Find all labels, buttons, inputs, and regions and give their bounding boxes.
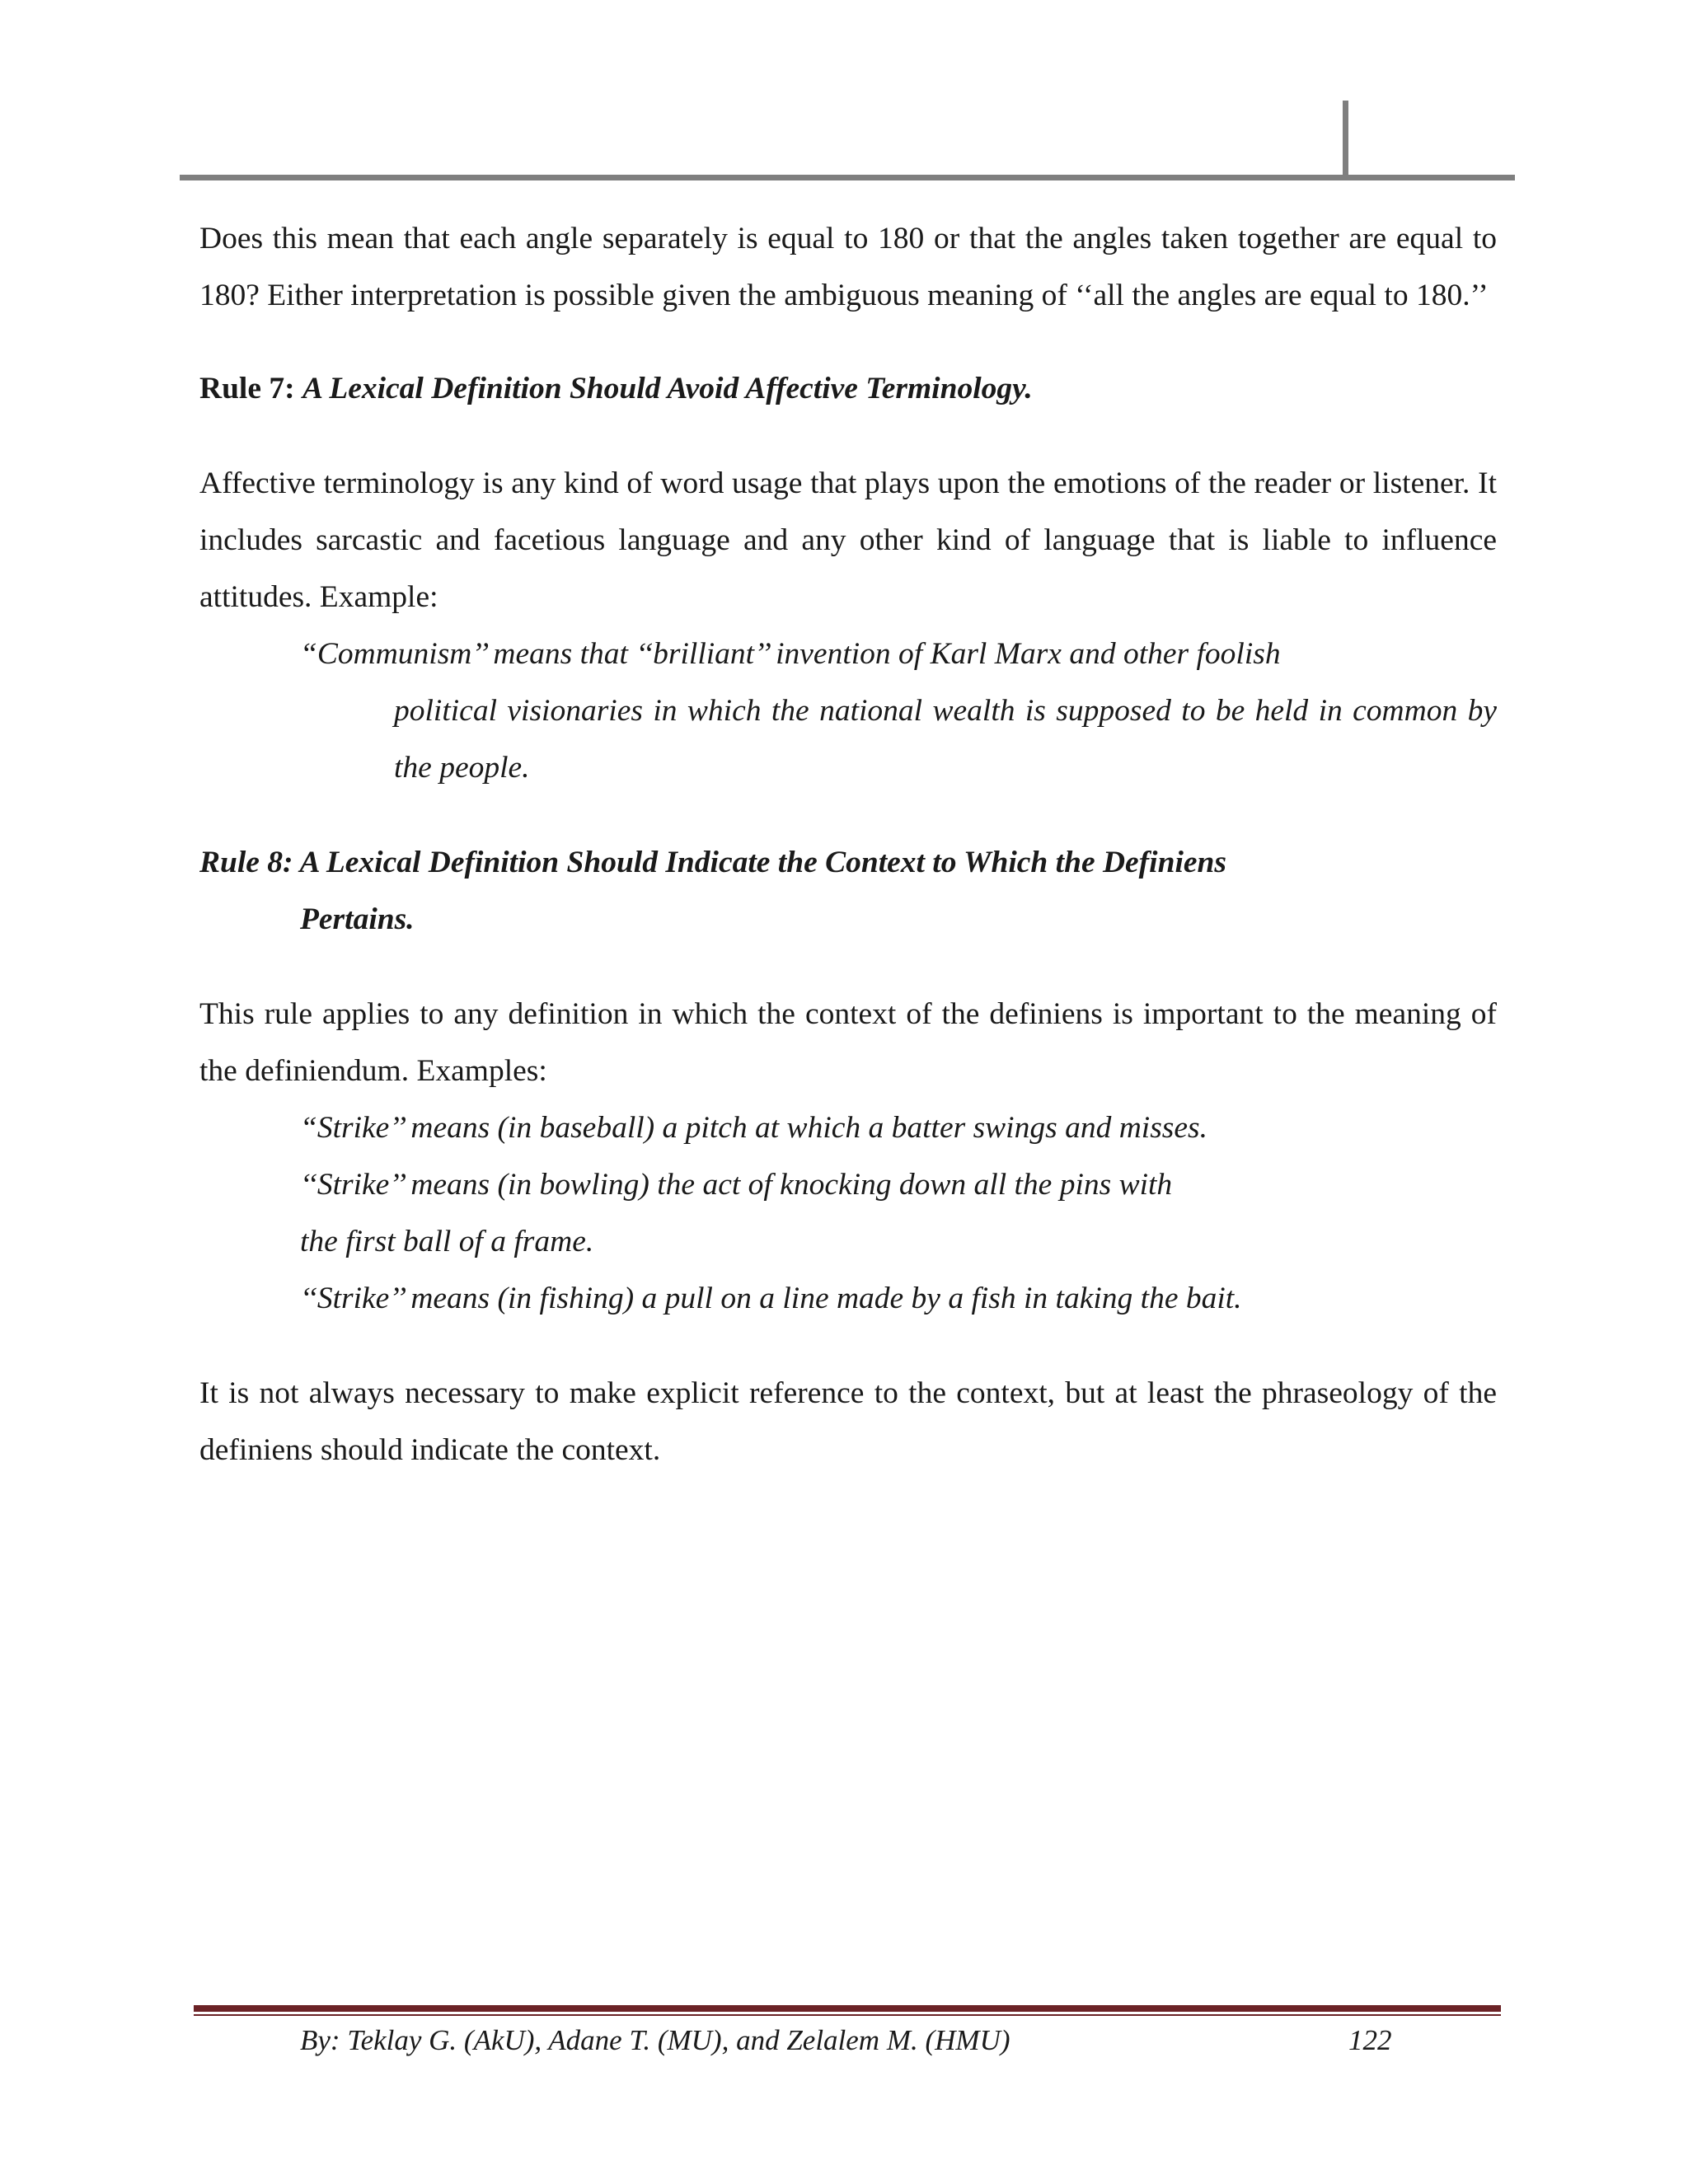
rule-8-heading [199, 834, 1497, 948]
header-tick [1343, 101, 1348, 180]
rule-8-heading-line-1: Rule 8: A Lexical Definition Should Indicate the Context to Which the Definiens [199, 846, 1226, 879]
footer-rule-thin [194, 2014, 1501, 2016]
closing-paragraph: It is not always necessary to make explicit reference to the context, but at least the phraseology of the definiens should indicate the context. [199, 1376, 1497, 1467]
footer-rule [194, 2005, 1501, 2012]
example-bowling: ‘‘Strike’’ means (in bowling) the act of knocking down all the pins with [300, 1168, 1173, 1202]
communism-example [300, 626, 1497, 796]
context-paragraph: This rule applies to any definition in which the context of the definiens is important to the meaning of the definiendum. Examples: [199, 997, 1497, 1088]
rule-8-heading-line-2: Pertains. [300, 902, 415, 936]
affective-paragraph: Affective terminology is any kind of word usage that plays upon the emotions of the reader or listener. It includes sarcastic and facetious language and any other kind of language that is liable to influence attitudes. Example: [199, 466, 1497, 614]
footer-authors: By: Teklay G. (AkU), Adane T. (MU), and Zelalem M. (HMU) [300, 2024, 1010, 2056]
rule-7-label: Rule 7: [199, 372, 295, 405]
rule-7-title: A Lexical Definition Should Avoid Affective Terminology. [302, 372, 1033, 405]
strike-examples [300, 1099, 1497, 1327]
page-number: 122 [1348, 2024, 1392, 2056]
header-rule [180, 175, 1515, 180]
communism-example-continuation: political visionaries in which the national wealth is supposed to be held in common by the people. [394, 694, 1497, 785]
example-fishing: ‘‘Strike’’ means (in fishing) a pull on a line made by a fish in taking the bait. [300, 1282, 1242, 1315]
intro-paragraph: Does this mean that each angle separately is equal to 180 or that the angles taken together are equal to 180? Either interpretation is possible given the ambiguous meaning of ‘‘all the angles are equal to 180.’’ [199, 222, 1497, 312]
page-body [199, 210, 1497, 1479]
rule-7-heading [199, 360, 1497, 417]
example-bowling-continuation: the first ball of a frame. [300, 1225, 594, 1258]
communism-example-first-line: “Communism’’ means that ‘‘brilliant’’ invention of Karl Marx and other foolish [300, 637, 1281, 671]
example-baseball: “Strike’’ means (in baseball) a pitch at which a batter swings and misses. [300, 1111, 1207, 1145]
